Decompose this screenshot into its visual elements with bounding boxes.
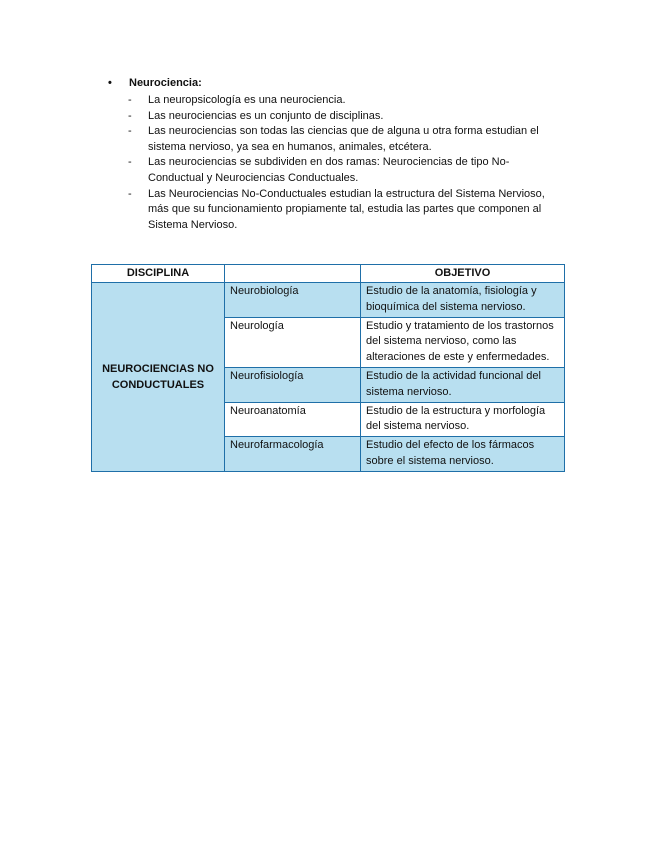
objective-cell: Estudio de la estructura y morfología del sistema nervioso.	[361, 402, 565, 437]
discipline-cell: Neurología	[225, 317, 361, 367]
list-item	[108, 155, 578, 186]
header-objective: OBJETIVO	[361, 265, 565, 283]
list-item-text: Las neurociencias es un conjunto de disciplinas.	[148, 109, 384, 122]
list-item-text: Las neurociencias son todas las ciencias que de alguna u otra forma estudian el sistema nervioso, ya sea en humanos, animales, etcétera.	[148, 125, 539, 153]
group-cell: NEUROCIENCIAS NO CONDUCTUALES	[92, 283, 225, 472]
discipline-cell: Neuroanatomía	[225, 402, 361, 437]
header-discipline: DISCIPLINA	[92, 265, 225, 283]
objective-cell: Estudio de la actividad funcional del sistema nervioso.	[361, 367, 565, 402]
table-header-row	[92, 265, 565, 283]
discipline-cell: Neurobiología	[225, 283, 361, 318]
discipline-cell: Neurofarmacología	[225, 437, 361, 472]
discipline-cell: Neurofisiología	[225, 367, 361, 402]
objective-cell: Estudio y tratamiento de los trastornos del sistema nervioso, como las alteraciones de este y enfermedades.	[361, 317, 565, 367]
list-item	[108, 93, 578, 109]
dash-icon: -	[128, 156, 132, 169]
neuroscience-section	[108, 77, 578, 233]
table-row	[92, 283, 565, 318]
list-item-text: La neuropsicología es una neurociencia.	[148, 94, 346, 106]
list-item-text: Las Neurociencias No-Conductuales estudian la estructura del Sistema Nervioso, más que su funcionamiento propiamente tal, estudia las partes que componen al Sistema Nervioso.	[148, 187, 545, 231]
bullet-heading	[108, 77, 578, 93]
list-item	[108, 187, 578, 234]
dash-icon: -	[128, 125, 132, 138]
dash-icon: -	[128, 109, 132, 122]
dash-icon: -	[128, 187, 132, 200]
list-item	[108, 109, 578, 125]
dash-icon: -	[128, 94, 132, 106]
list-item-text: Las neurociencias se subdividen en dos ramas: Neurociencias de tipo No-Conductual y Neurociencias Conductuales.	[148, 156, 510, 184]
objective-cell: Estudio de la anatomía, fisiología y bioquímica del sistema nervioso.	[361, 283, 565, 318]
bullet-icon: •	[108, 77, 112, 89]
neuroscience-table	[91, 264, 565, 472]
dash-list	[108, 93, 578, 233]
objective-cell: Estudio del efecto de los fármacos sobre el sistema nervioso.	[361, 437, 565, 472]
header-blank	[225, 265, 361, 283]
list-item	[108, 124, 578, 155]
section-title: Neurociencia:	[129, 77, 202, 89]
